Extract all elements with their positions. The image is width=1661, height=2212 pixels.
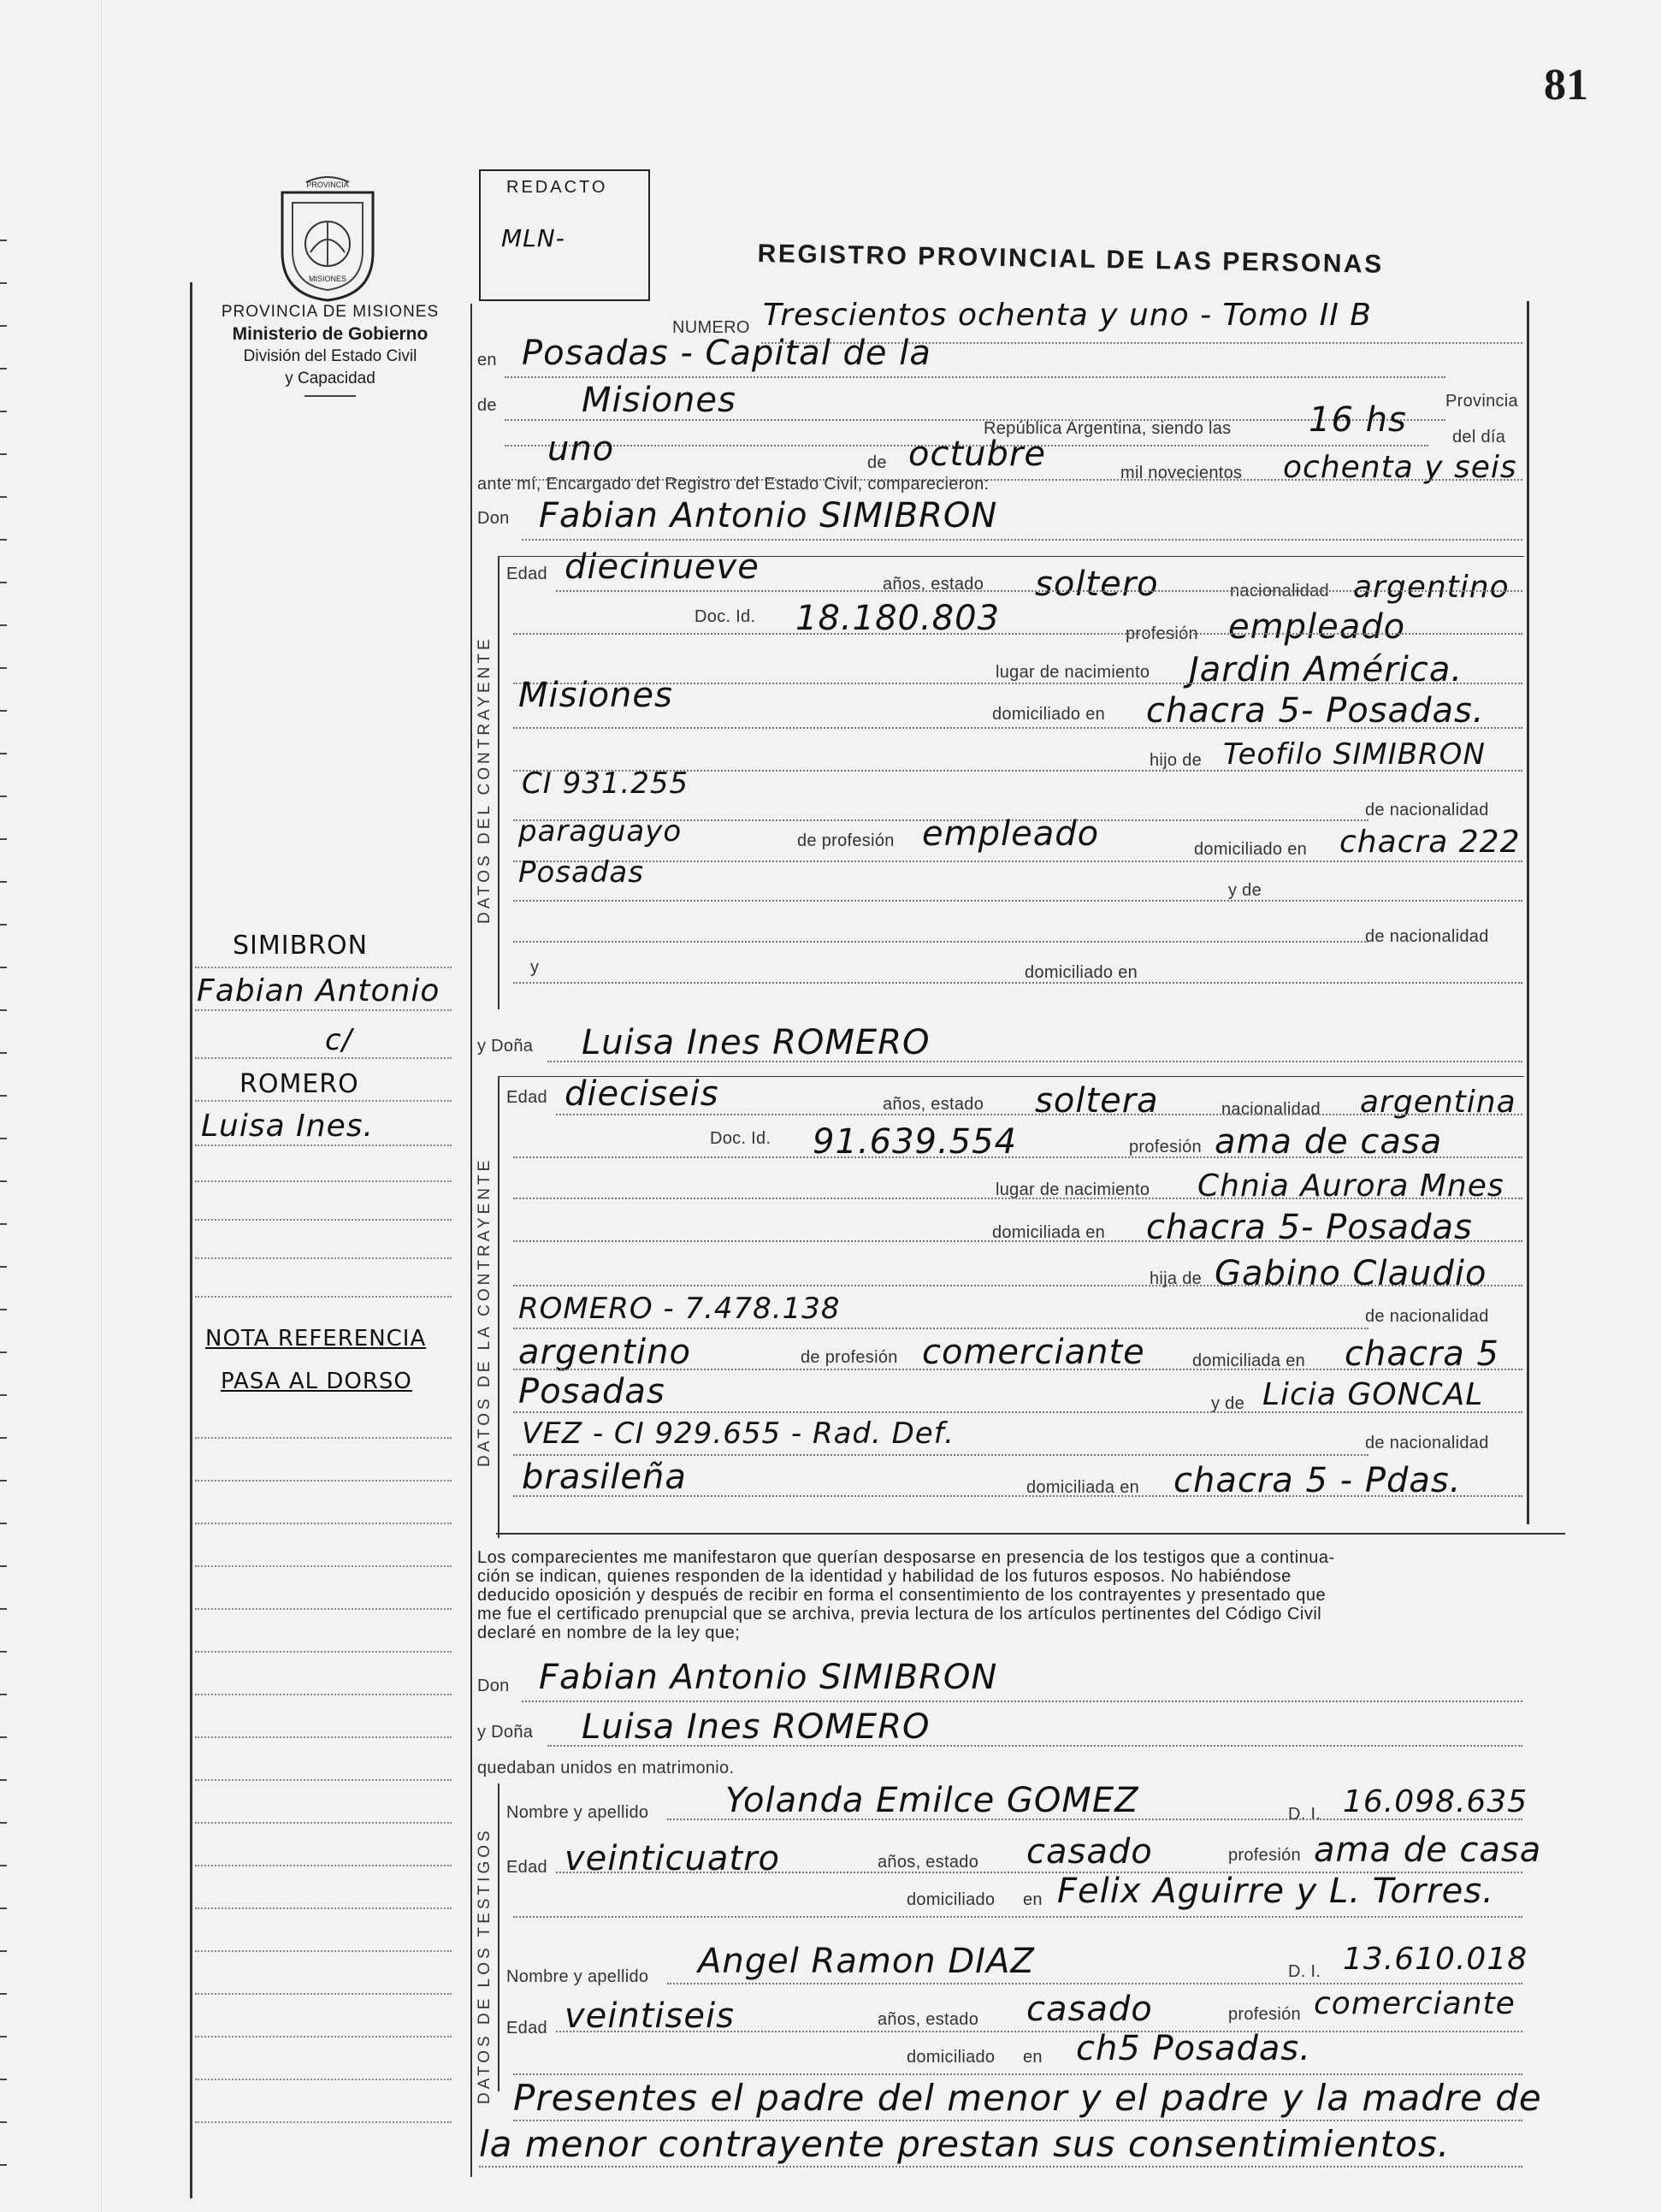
label-en-w2: en (1023, 2048, 1043, 2067)
groom-padre-nac: paraguayo (518, 814, 683, 849)
margin-note-reference: NOTA REFERENCIA (205, 1326, 427, 1351)
page-number: 81 (1544, 61, 1588, 109)
body-line-3: deducido oposición y después de recibir en forma el consentimiento de los contrayentes y presentado que (477, 1586, 1327, 1605)
label-de-profesion-bride-father: de profesión (801, 1348, 898, 1367)
right-frame-line (1527, 301, 1529, 1524)
groom-estado: soltero (1035, 565, 1159, 604)
final-note-line-2: la menor contrayente prestan sus consentimientos. (479, 2123, 1451, 2165)
act-dia: uno (547, 429, 615, 469)
label-edad-w1: Edad (506, 1858, 547, 1877)
witness1-estado: casado (1026, 1832, 1153, 1872)
label-y-groom: y (530, 958, 540, 977)
label-anos-estado-groom: años, estado (883, 575, 984, 594)
margin-connector: c/ (325, 1023, 353, 1057)
groom-domicilio: chacra 5- Posadas. (1146, 691, 1485, 730)
margin-bride-names: Luisa Ines. (201, 1109, 374, 1144)
label-de-nacionalidad-groom-father: de nacionalidad (1365, 801, 1489, 819)
left-frame-line (190, 282, 192, 2198)
redacto-box (479, 169, 650, 301)
groom-nacionalidad: argentino (1353, 570, 1510, 605)
label-nacionalidad-groom: nacionalidad (1230, 582, 1329, 600)
groom-edad: diecinueve (565, 547, 760, 587)
witness1-profesion: ama de casa (1314, 1831, 1542, 1870)
seal-top-text: PROVINCIA (306, 180, 349, 189)
body-line-2: ción se indican, quienes responden de la identidad y habilidad de los futuros esposos. No habiéndose (477, 1567, 1292, 1586)
bride-name: Luisa Ines ROMERO (582, 1023, 931, 1062)
label-profesion-bride: profesión (1129, 1138, 1202, 1156)
label-domiciliado-w1: domiciliado (907, 1890, 996, 1909)
body-line-1: Los comparecientes me manifestaron que querían desposarse en presencia de los testigos que a continua- (477, 1548, 1335, 1567)
groom-padre-prof: empleado (922, 814, 1100, 854)
margin-note-reverse: PASA AL DORSO (221, 1369, 412, 1394)
label-del-dia: del día (1452, 428, 1506, 447)
bride-doc: 91.639.554 (813, 1122, 1018, 1162)
label-de-nacionalidad-bride-mother: de nacionalidad (1365, 1434, 1489, 1452)
label-y-de-groom: y de (1228, 881, 1262, 900)
label-domiciliado-groom-father: domiciliado en (1194, 840, 1308, 859)
label-doc-bride: Doc. Id. (710, 1129, 771, 1148)
act-lugar: Posadas - Capital de la (522, 334, 931, 373)
office-division: División del Estado Civil (243, 347, 417, 365)
registry-title: REGISTRO PROVINCIAL DE LAS PERSONAS (757, 240, 1384, 279)
label-en-w1: en (1023, 1890, 1043, 1909)
label-de-nacionalidad-bride-father: de nacionalidad (1365, 1307, 1489, 1326)
label-domiciliada-bride-father: domiciliada en (1192, 1351, 1306, 1370)
groom-name: Fabian Antonio SIMIBRON (539, 496, 998, 535)
label-edad-groom: Edad (506, 565, 547, 583)
label-de-profesion-groom-father: de profesión (797, 831, 895, 850)
witness2-nombre: Angel Ramon DIAZ (698, 1942, 1035, 1981)
label-de: de (477, 396, 497, 415)
label-domiciliado-groom-mother: domiciliado en (1025, 963, 1138, 982)
province-seal (272, 175, 383, 304)
act-anio: ochenta y seis (1283, 450, 1517, 485)
bride-madre-2: VEZ - CI 929.655 - Rad. Def. (522, 1417, 955, 1451)
label-nombre-w2: Nombre y apellido (506, 1967, 649, 1986)
declaration-don: Fabian Antonio SIMIBRON (539, 1658, 998, 1697)
groom-padre-dom-2: Posadas (518, 855, 644, 890)
label-edad-w2: Edad (506, 2019, 547, 2038)
label-datos-la-contrayente: DATOS DE LA CONTRAYENTE (476, 1156, 494, 1467)
label-de-mes: de (867, 453, 887, 472)
bride-padre-dom-2: Posadas (518, 1372, 665, 1411)
office-block (202, 301, 458, 397)
label-domiciliado-w2: domiciliado (907, 2048, 996, 2067)
groom-doc: 18.180.803 (795, 599, 1001, 638)
declaration-dona: Luisa Ines ROMERO (582, 1707, 931, 1747)
label-profesion-w1: profesión (1228, 1846, 1301, 1865)
witness2-profesion: comerciante (1314, 1986, 1516, 2021)
label-anos-estado-bride: años, estado (883, 1095, 984, 1114)
label-datos-testigos: DATOS DE LOS TESTIGOS (476, 1827, 494, 2104)
label-numero: NUMERO (672, 318, 750, 337)
act-provincia: Misiones (582, 381, 736, 420)
witness1-di: 16.098.635 (1343, 1784, 1528, 1819)
label-nacionalidad-bride: nacionalidad (1221, 1100, 1321, 1119)
margin-bride-surname: ROMERO (239, 1069, 359, 1099)
label-lugar-nac-groom: lugar de nacimiento (996, 663, 1150, 682)
bride-padre-1: Gabino Claudio (1215, 1254, 1487, 1293)
label-di-w1: D. I. (1288, 1805, 1321, 1824)
witness1-domicilio: Felix Aguirre y L. Torres. (1057, 1872, 1494, 1911)
inner-frame-line (470, 304, 472, 2177)
bride-block-bottom (496, 1533, 1565, 1535)
act-hora: 16 hs (1309, 400, 1407, 440)
bride-edad: dieciseis (565, 1074, 719, 1114)
paper-fold (101, 0, 102, 2212)
label-quedaban: quedaban unidos en matrimonio. (477, 1759, 735, 1777)
label-don-declaration: Don (477, 1677, 510, 1695)
bride-padre-nac: argentino (518, 1333, 691, 1372)
groom-lugar-nac-1: Jardin América. (1189, 650, 1463, 689)
act-mes: octubre (908, 435, 1046, 474)
final-note-line-1: Presentes el padre del menor y el padre y la madre de (513, 2077, 1542, 2119)
act-numero: Trescientos ochenta y uno - Tomo II B (763, 298, 1372, 333)
label-don: Don (477, 509, 510, 528)
label-en: en (477, 351, 497, 370)
bride-padre-dom-1: chacra 5 (1345, 1334, 1499, 1374)
groom-padre-2: CI 931.255 (522, 766, 689, 801)
label-edad-bride: Edad (506, 1088, 547, 1107)
bride-lugar-nac: Chnia Aurora Mnes (1197, 1168, 1504, 1204)
witness1-nombre: Yolanda Emilce GOMEZ (725, 1781, 1139, 1820)
seal-bottom-text: MISIONES (308, 275, 347, 283)
witness2-edad: veintiseis (565, 1996, 735, 2036)
bride-padre-2: ROMERO - 7.478.138 (518, 1292, 841, 1326)
label-republica: República Argentina, siendo las (984, 419, 1232, 438)
label-y-dona: y Doña (477, 1037, 534, 1056)
bride-madre-nac: brasileña (522, 1458, 687, 1497)
bride-madre-dom: chacra 5 - Pdas. (1173, 1461, 1462, 1500)
label-mil: mil novecientos (1120, 464, 1243, 482)
label-nombre-w1: Nombre y apellido (506, 1803, 649, 1822)
label-doc-groom: Doc. Id. (695, 607, 756, 626)
office-ministry: Ministerio de Gobierno (232, 324, 429, 344)
label-hija-de: hija de (1150, 1269, 1203, 1288)
label-domiciliada-bride-mother: domiciliada en (1026, 1478, 1140, 1497)
witness2-di: 13.610.018 (1343, 1942, 1528, 1977)
label-di-w2: D. I. (1288, 1962, 1321, 1981)
label-domiciliado-groom: domiciliado en (992, 705, 1106, 724)
bride-padre-prof: comerciante (922, 1333, 1145, 1372)
label-de-nacionalidad-groom-mother: de nacionalidad (1365, 927, 1489, 946)
label-profesion-groom: profesión (1126, 624, 1198, 643)
redacto-label: REDACTO (506, 178, 608, 197)
margin-groom-names: Fabian Antonio (197, 973, 440, 1008)
body-line-4: me fue el certificado prenupcial que se archiva, previa lectura de los artículos pertinentes del Código Civil (477, 1605, 1322, 1624)
groom-padre-1: Teofilo SIMIBRON (1223, 737, 1486, 772)
label-ante: ante mí, Encargado del Registro del Estado Civil, comparecieron: (477, 475, 990, 494)
groom-padre-dom-1: chacra 222 (1339, 825, 1521, 860)
label-y-de-bride: y de (1211, 1394, 1245, 1413)
label-anos-estado-w2: años, estado (878, 2010, 979, 2029)
redacto-initials: MLN- (501, 224, 565, 252)
groom-profesion: empleado (1228, 607, 1406, 647)
body-line-5: declaré en nombre de la ley que; (477, 1624, 741, 1642)
label-profesion-w2: profesión (1228, 2005, 1301, 2024)
label-y-dona-declaration: y Doña (477, 1723, 534, 1742)
bride-estado: soltera (1035, 1081, 1159, 1121)
groom-lugar-nac-2: Misiones (518, 676, 673, 715)
label-hijo-de: hijo de (1150, 751, 1203, 770)
office-province: PROVINCIA DE MISIONES (221, 303, 440, 321)
bride-madre-1: Licia GONCAL (1262, 1377, 1484, 1412)
label-datos-contrayente: DATOS DEL CONTRAYENTE (476, 636, 494, 924)
witness2-domicilio: ch5 Posadas. (1076, 2029, 1311, 2068)
office-capacity: y Capacidad (285, 370, 375, 387)
margin-groom-surname: SIMIBRON (233, 931, 369, 961)
label-domiciliada-bride: domiciliada en (992, 1223, 1106, 1242)
witness1-edad: veinticuatro (565, 1839, 780, 1878)
bride-domicilio: chacra 5- Posadas (1146, 1208, 1473, 1247)
label-provincia: Provincia (1445, 392, 1518, 411)
bride-profesion: ama de casa (1215, 1122, 1443, 1162)
witness2-estado: casado (1026, 1990, 1153, 2029)
label-anos-estado-w1: años, estado (878, 1853, 979, 1872)
body-paragraph (477, 1548, 1528, 1642)
bride-nacionalidad: argentina (1360, 1085, 1516, 1120)
label-lugar-nac-bride: lugar de nacimiento (996, 1180, 1150, 1199)
